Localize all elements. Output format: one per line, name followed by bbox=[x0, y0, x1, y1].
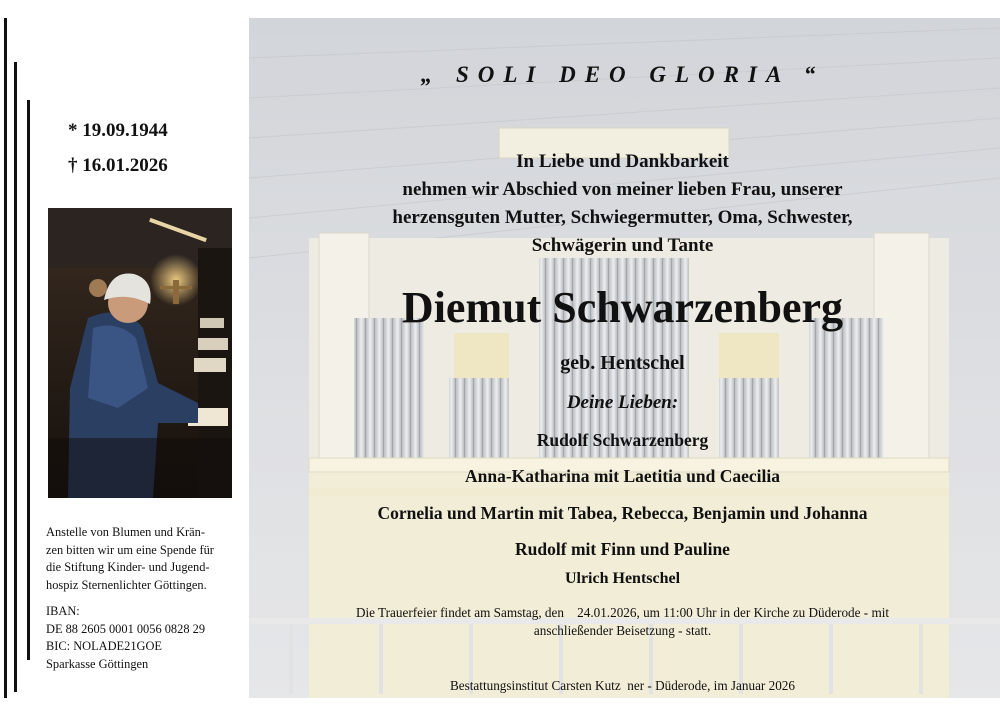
donation-line: Anstelle von Blumen und Krän- bbox=[46, 525, 205, 539]
family-member: Rudolf mit Finn und Pauline bbox=[515, 539, 730, 559]
birth-name: geb. Hentschel bbox=[560, 352, 685, 374]
border-line-2 bbox=[14, 62, 17, 692]
family-heading: Deine Lieben: bbox=[566, 392, 679, 413]
family-member: Rudolf Schwarzenberg bbox=[536, 430, 709, 450]
border-line-1 bbox=[4, 18, 7, 698]
donation-line: die Stiftung Kinder- und Jugend- bbox=[46, 560, 210, 574]
intro-text bbox=[300, 148, 945, 260]
motto: „ SOLI DEO GLORIA “ bbox=[420, 62, 825, 87]
iban-number: DE 88 2605 0001 0056 0828 29 bbox=[46, 621, 206, 636]
intro-line: nehmen wir Abschied von meiner lieben Frau, unserer bbox=[402, 179, 843, 200]
portrait-photo bbox=[48, 208, 232, 498]
undertaker: Bestattungsinstitut Carsten Kutz ner - Düderode, im Januar 2026 bbox=[449, 678, 795, 693]
deceased-name: Diemut Schwarzenberg bbox=[401, 283, 844, 332]
donation-line: hospiz Sternenlichter Göttingen. bbox=[46, 577, 207, 592]
service-line: anschließender Beisetzung - statt. bbox=[533, 623, 712, 638]
border-line-3 bbox=[27, 100, 30, 660]
donation-note bbox=[46, 524, 214, 594]
service-line: Die Trauerfeier findet am Samstag, den 24.01.2026, um 11:00 Uhr in der Kirche zu Düderode - mit bbox=[355, 605, 890, 620]
donation-line: zen bitten wir um eine Spende für bbox=[46, 542, 214, 557]
bank-details bbox=[46, 603, 205, 673]
intro-line: herzensguten Mutter, Schwiegermutter, Oma, Schwester, bbox=[392, 207, 853, 228]
relative: Ulrich Hentschel bbox=[564, 570, 681, 587]
iban-label: IBAN: bbox=[46, 604, 80, 618]
intro-line: Schwägerin und Tante bbox=[531, 235, 714, 256]
death-date: † 16.01.2026 bbox=[68, 155, 168, 176]
birth-date: * 19.09.1944 bbox=[68, 120, 168, 141]
bank-name: Sparkasse Göttingen bbox=[46, 656, 149, 671]
family-member: Cornelia und Martin mit Tabea, Rebecca, Benjamin und Johanna bbox=[377, 503, 868, 523]
family-member: Anna-Katharina mit Laetitia und Caecilia bbox=[464, 466, 780, 486]
intro-line: In Liebe und Dankbarkeit bbox=[516, 151, 729, 172]
bic: BIC: NOLADE21GOE bbox=[46, 639, 162, 653]
service-info bbox=[300, 604, 945, 640]
